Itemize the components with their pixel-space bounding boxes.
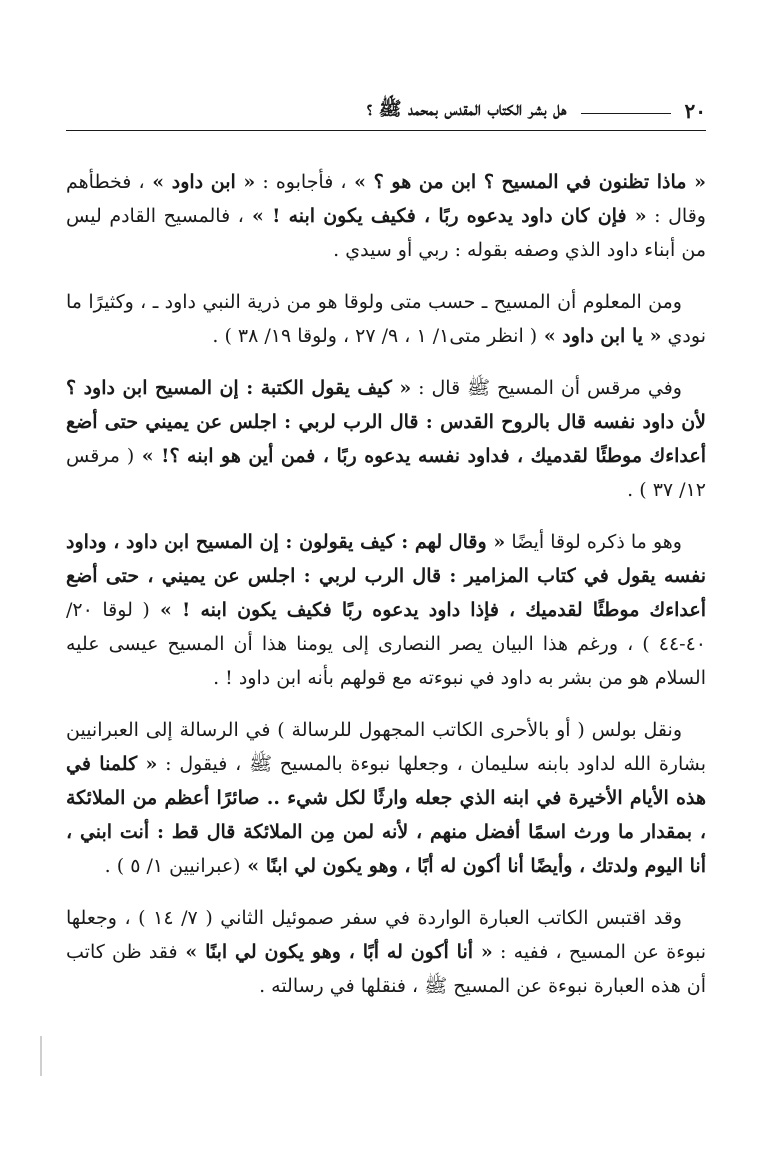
body-text-span: ، فخطأهم وقال : — [66, 171, 706, 227]
paragraph — [66, 285, 706, 353]
body-text-span: ، فالمسيح القادم ليس من أبناء داود الذي وصفه بقوله : ربي أو سيدي . — [66, 205, 706, 261]
paragraph — [66, 165, 706, 267]
book-page — [66, 92, 706, 1021]
quoted-text: « ماذا تظنون في المسيح ؟ ابن من هو ؟ » — [346, 171, 706, 193]
quoted-text: « فإن كان داود يدعوه ربًا ، فكيف يكون ابنه ! » — [243, 205, 647, 227]
body-text — [66, 165, 706, 1003]
quoted-text: « أنا أكون له أبًا ، وهو يكون لي ابنًا » — [177, 941, 493, 963]
body-text-span: وفي مرقس أن المسيح ﷺ قال : — [411, 377, 682, 399]
body-text-span: وهو ما ذكره لوقا أيضًا — [505, 531, 682, 553]
body-text-span: ، فأجابوه : — [255, 171, 347, 193]
paragraph — [66, 525, 706, 695]
body-text-span: ( انظر متى١/ ١ ، ٩/ ٢٧ ، ولوقا ١٩/ ٣٨ ) . — [212, 325, 538, 347]
page-edge-mark — [40, 1036, 42, 1076]
paragraph — [66, 371, 706, 507]
body-text-span: ونقل بولس ( أو بالأحرى الكاتب المجهول للرسالة ) في الرسالة إلى العبرانيين بشارة الله لداود بابنه سليمان ، وجعلها نبوءة بالمسيح ﷺ ، فيقول : — [66, 719, 706, 775]
quoted-text: « يا ابن داود » — [537, 325, 662, 347]
quoted-text: « وقال لهم : كيف يقولون : إن المسيح ابن داود ، وداود نفسه يقول في كتاب المزامير : قال الرب لربي : اجلس عن يميني ، حتى أضع أعداءك موطئًا لقدميك ، فإذا داود يدعوه ربًا فكيف يكون ابنه ! » — [66, 531, 706, 621]
running-header — [66, 92, 706, 131]
quoted-text: « كلمنا في هذه الأيام الأخيرة في ابنه الذي جعله وارثًا لكل شيء .. صائرًا أعظم من الملائكة ، بمقدار ما ورث اسمًا أفضل منهم ، لأنه لمن مِن الملائكة قال قط : أنت ابني ، أنا اليوم ولدتك ، وأيضًا أنا أكون له أبًا ، وهو يكون لي ابنًا » — [66, 753, 706, 877]
page-number: ٢٠ — [684, 99, 706, 123]
body-text-span: فقد ظن كاتب أن هذه العبارة نبوءة عن المسيح ﷺ ، فنقلها في رسالته . — [66, 941, 706, 997]
quoted-text: « كيف يقول الكتبة : إن المسيح ابن داود ؟ لأن داود نفسه قال بالروح القدس : قال الرب لربي : اجلس عن يميني حتى أضع أعداءك موطئًا لقدميك ، فداود نفسه يدعوه ربًا ، فمن أين هو ابنه ؟! » — [66, 377, 706, 467]
book-title: هل بشر الكتاب المقدس بمحمد ﷺ ؟ — [366, 98, 567, 120]
paragraph — [66, 901, 706, 1003]
paragraph — [66, 713, 706, 883]
body-text-span: ( مرقس ١٢/ ٣٧ ) . — [66, 445, 706, 501]
body-text-span: (عبرانيين ١/ ٥ ) . — [104, 855, 241, 877]
header-dash — [581, 113, 671, 114]
body-text-span: ومن المعلوم أن المسيح ـ حسب متى ولوقا هو من ذرية النبي داود ـ ، وكثيرًا ما نودي — [66, 291, 706, 347]
body-text-span: وقد اقتبس الكاتب العبارة الواردة في سفر صموئيل الثاني ( ٧/ ١٤ ) ، وجعلها نبوءة عن المسيح ، ففيه : — [66, 907, 706, 963]
body-text-span: ( لوقا ٢٠/ ٤٠-٤٤ ) ، ورغم هذا البيان يصر النصارى إلى يومنا هذا أن المسيح عيسى عليه السلام هو من بشر به داود في نبوءته مع قولهم بأنه ابن داود ! . — [66, 599, 706, 689]
quoted-text: « ابن داود » — [144, 171, 256, 193]
